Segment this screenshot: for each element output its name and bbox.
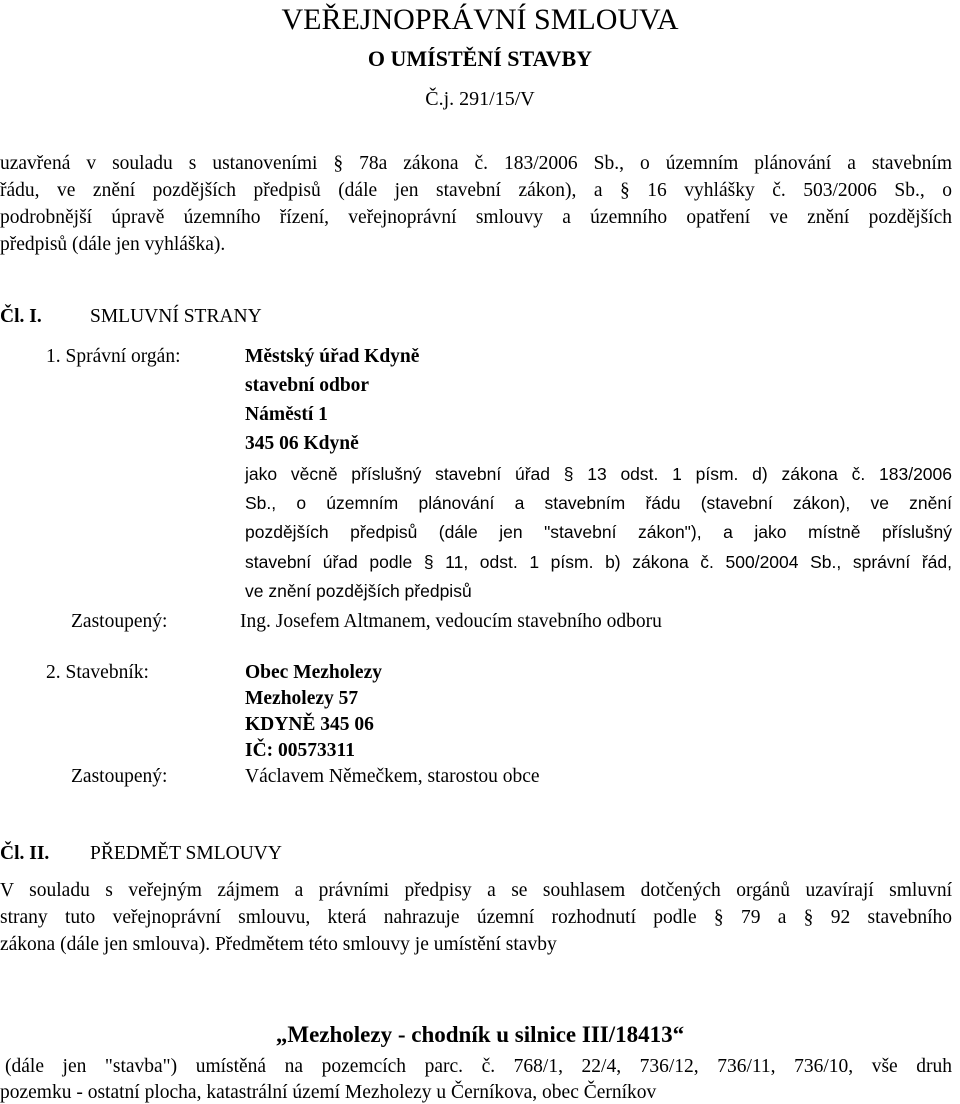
construction-name: „Mezholezy - chodník u silnice III/18413“ <box>275 1022 685 1047</box>
party-2-city: KDYNĚ 345 06 <box>245 714 374 735</box>
party-1-city: 345 06 Kdyně <box>245 433 359 454</box>
document-title: VEŘEJNOPRÁVNÍ SMLOUVA <box>281 3 679 36</box>
party-1-department: stavební odbor <box>245 375 370 396</box>
party-2-id: IČ: 00573311 <box>245 740 355 761</box>
document-subtitle: O UMÍSTĚNÍ STAVBY <box>367 46 593 71</box>
article-2-body-line-3: zákona (dále jen smlouva). Předmětem této smlouvy je umístění stavby <box>0 934 557 955</box>
article-1-title: SMLUVNÍ STRANY <box>90 306 262 327</box>
party-1-label: 1. Správní orgán: <box>46 346 181 367</box>
party-2-rep-value: Václavem Němečkem, starostou obce <box>245 766 540 787</box>
intro-line-2: řádu, ve znění pozdějších předpisů (dále jen stavební zákon), a § 16 vyhlášky č. 503/2006 Sb., o <box>0 180 952 201</box>
party-1-desc-line-4: stavební úřad podle § 11, odst. 1 písm. b) zákona č. 500/2004 Sb., správní řád, <box>245 552 952 572</box>
article-2-number: Čl. II. <box>0 843 50 864</box>
party-1-rep-label: Zastoupený: <box>71 611 168 632</box>
article-2-body-line-1: V souladu s veřejným zájmem a právními předpisy a se souhlasem dotčených orgánů uzavírají smluvní <box>0 880 952 901</box>
party-1-street: Náměstí 1 <box>245 404 328 425</box>
party-2-rep-label: Zastoupený: <box>71 766 168 787</box>
reference-number: Č.j. 291/15/V <box>425 88 535 110</box>
party-2-name: Obec Mezholezy <box>245 662 382 683</box>
party-1-desc-line-5: ve znění pozdějších předpisů <box>245 581 472 601</box>
article-2-tail-line-2: pozemku - ostatní plocha, katastrální území Mezholezy u Černíkova, obec Černíkov <box>0 1082 657 1103</box>
party-2-label: 2. Stavebník: <box>46 662 149 683</box>
intro-line-3: podrobnější úpravě územního řízení, veřejnoprávní smlouvy a územního opatření ve znění pozdějších <box>0 207 952 228</box>
intro-line-4: předpisů (dále jen vyhláška). <box>0 234 226 255</box>
party-1-rep-value: Ing. Josefem Altmanem, vedoucím stavebního odboru <box>240 611 662 632</box>
article-1-number: Čl. I. <box>0 306 42 327</box>
party-1-desc-line-2: Sb., o územním plánování a stavebním řádu (stavební zákon), ve znění <box>245 493 952 513</box>
article-2-tail-line-1: (dále jen "stavba") umístěná na pozemcích parc. č. 768/1, 22/4, 736/12, 736/11, 736/10, vše druh <box>5 1056 952 1077</box>
party-2-street: Mezholezy 57 <box>245 688 359 709</box>
intro-line-1: uzavřená v souladu s ustanoveními § 78a zákona č. 183/2006 Sb., o územním plánování a stavebním <box>0 153 952 174</box>
party-1-desc-line-3: pozdějších předpisů (dále jen "stavební zákon"), a jako místně příslušný <box>245 522 952 542</box>
party-1-name: Městský úřad Kdyně <box>245 346 420 367</box>
article-2-title: PŘEDMĚT SMLOUVY <box>90 843 282 864</box>
party-1-desc-line-1: jako věcně příslušný stavební úřad § 13 odst. 1 písm. d) zákona č. 183/2006 <box>245 464 952 484</box>
article-2-body-line-2: strany tuto veřejnoprávní smlouvu, která nahrazuje územní rozhodnutí podle § 79 a § 92 stavebního <box>0 907 952 928</box>
